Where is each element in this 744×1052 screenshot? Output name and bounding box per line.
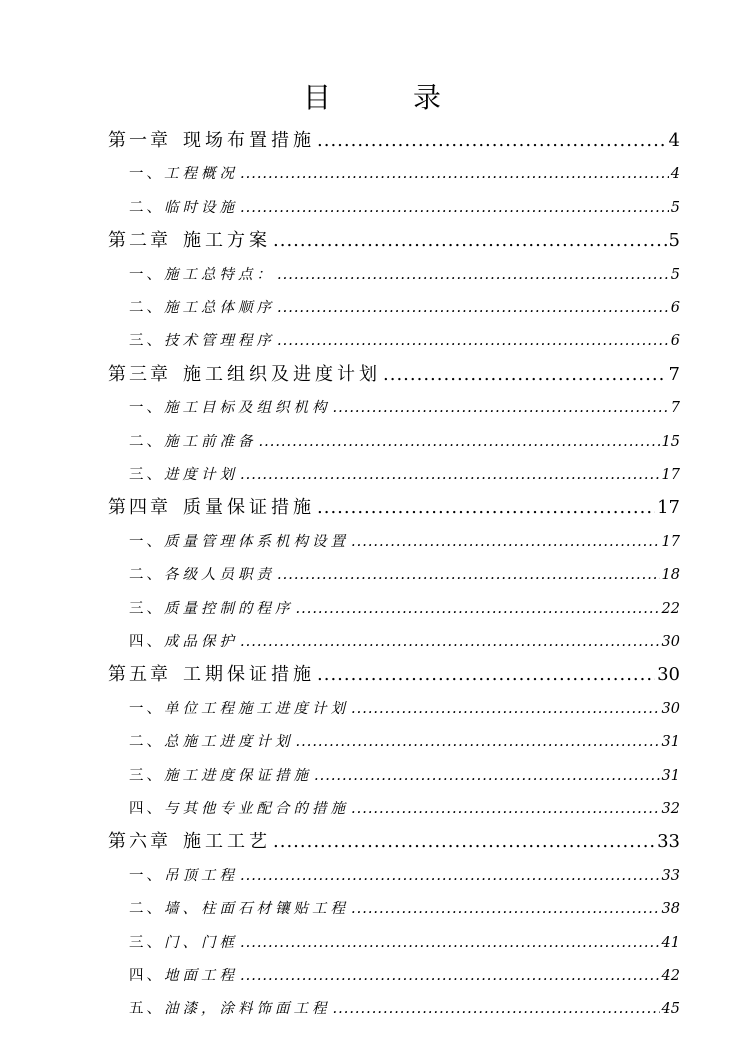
toc-section-entry[interactable] [129,563,680,584]
entry-title: 施工前准备 [164,433,257,450]
entry-page-number: 5 [670,266,680,283]
entry-page-number: 33 [661,867,680,884]
entry-title: 施工目标及组织机构 [164,400,331,417]
dot-leader [383,364,667,385]
toc-section-entry[interactable] [129,897,680,918]
entry-page-number: 5 [668,230,680,252]
entry-title: 施工组织及进度计划 [183,363,381,385]
entry-number: 第三章 [108,363,171,385]
entry-page-number: 17 [661,533,680,550]
toc-chapter-entry[interactable] [108,493,680,519]
toc-chapter-entry[interactable] [108,226,680,252]
entry-number: 第一章 [108,130,171,151]
entry-number: 四、 [129,634,164,650]
entry-number: 三、 [129,333,164,350]
entry-number: 第六章 [108,831,171,853]
entry-title: 地面工程 [164,968,238,984]
dot-leader [240,467,660,483]
toc-section-entry[interactable] [129,997,680,1018]
entry-number: 二、 [129,901,164,918]
entry-page-number: 17 [661,467,680,483]
toc-chapter-entry[interactable] [108,126,680,152]
dot-leader [259,434,660,450]
dot-leader [296,734,660,750]
entry-title: 吊顶工程 [164,867,238,884]
entry-page-number: 5 [670,199,680,216]
entry-number: 三、 [129,767,164,784]
entry-number: 第二章 [108,230,171,252]
dot-leader [240,166,669,182]
toc-section-entry[interactable] [129,196,680,217]
dot-leader [317,130,667,151]
dot-leader [240,868,660,884]
dot-leader [351,701,660,717]
entry-number: 五、 [129,1001,164,1018]
entry-number: 三、 [129,467,164,483]
entry-page-number: 7 [670,400,680,417]
entry-page-number: 18 [661,567,680,584]
entry-number: 二、 [129,567,164,584]
entry-title: 墙、柱面石材镶贴工程 [164,901,349,918]
dot-leader [240,634,660,650]
toc-title-part1: 目 [302,81,331,114]
toc-title [0,76,744,116]
entry-number: 一、 [129,867,164,884]
dot-leader [351,901,660,917]
entry-page-number: 30 [661,634,680,650]
entry-page-number: 32 [661,801,680,817]
dot-leader [296,601,660,617]
entry-title: 质量管理体系机构设置 [164,533,349,550]
entry-page-number: 6 [670,333,680,350]
entry-number: 三、 [129,600,164,617]
toc-section-entry[interactable] [129,162,680,183]
toc-title-part2: 录 [413,81,442,114]
entry-page-number: 33 [657,831,680,853]
entry-page-number: 22 [661,600,680,617]
dot-leader [317,497,655,518]
toc-section-entry[interactable] [129,463,680,484]
entry-page-number: 30 [661,700,680,717]
entry-number: 二、 [129,199,164,216]
entry-title: 临时设施 [164,199,238,216]
dot-leader [273,230,667,251]
entry-title: 施工总特点： [164,266,275,283]
entry-number: 第四章 [108,497,171,519]
dot-leader [240,935,660,951]
toc-section-entry[interactable] [129,263,680,284]
entry-title: 施工进度保证措施 [164,767,312,784]
toc-chapter-entry[interactable] [108,660,680,686]
dot-leader [277,300,669,316]
entry-number: 一、 [129,266,164,283]
toc-section-entry[interactable] [129,697,680,718]
entry-title: 单位工程施工进度计划 [164,700,349,717]
entry-title: 现场布置措施 [183,130,315,151]
entry-title: 施工总体顺序 [164,300,275,316]
entry-title: 施工工艺 [183,831,271,853]
toc-chapter-entry[interactable] [108,360,680,386]
toc-section-entry[interactable] [129,764,680,785]
entry-title: 油漆，涂料饰面工程 [164,1001,331,1018]
entry-title: 质量控制的程序 [164,600,294,617]
entry-title: 工期保证措施 [183,664,315,686]
entry-title: 施工方案 [183,230,271,252]
entry-page-number: 4 [668,130,680,151]
entry-page-number: 45 [661,1001,680,1018]
entry-title: 成品保护 [164,634,238,650]
toc-section-entry[interactable] [129,864,680,885]
toc-section-entry[interactable] [129,931,680,952]
entry-title: 总施工进度计划 [164,734,294,751]
entry-title: 工程概况 [164,166,238,183]
dot-leader [273,831,655,852]
entry-number: 一、 [129,400,164,417]
entry-number: 三、 [129,934,164,951]
toc-section-entry[interactable] [129,597,680,618]
entry-number: 第五章 [108,664,171,686]
dot-leader [277,333,669,349]
toc-chapter-entry[interactable] [108,827,680,853]
entry-number: 二、 [129,433,164,450]
entry-page-number: 42 [661,968,680,984]
entry-title: 各级人员职责 [164,567,275,584]
entry-number: 一、 [129,533,164,550]
entry-page-number: 31 [661,734,680,751]
entry-page-number: 41 [661,934,680,951]
toc-section-entry[interactable] [129,797,680,818]
toc-section-entry[interactable] [129,964,680,985]
dot-leader [333,400,669,416]
entry-number: 四、 [129,968,164,984]
dot-leader [277,267,669,283]
entry-number: 一、 [129,166,164,183]
entry-page-number: 31 [661,767,680,784]
entry-title: 进度计划 [164,467,238,483]
entry-page-number: 15 [661,433,680,450]
entry-page-number: 4 [670,166,680,183]
dot-leader [333,1001,660,1017]
dot-leader [240,200,669,216]
entry-page-number: 38 [661,901,680,918]
entry-title: 质量保证措施 [183,497,315,519]
entry-number: 一、 [129,700,164,717]
entry-title: 门、门框 [164,934,238,951]
entry-number: 二、 [129,734,164,751]
toc-section-entry[interactable] [129,530,680,551]
dot-leader [314,768,660,784]
entry-number: 二、 [129,300,164,316]
toc-section-entry[interactable] [129,296,680,317]
dot-leader [351,801,660,817]
entry-page-number: 17 [657,497,680,519]
toc-section-entry[interactable] [129,329,680,350]
toc-section-entry[interactable] [129,630,680,651]
entry-title: 技术管理程序 [164,333,275,350]
entry-title: 与其他专业配合的措施 [164,801,349,817]
dot-leader [277,567,660,583]
toc-section-entry[interactable] [129,430,680,451]
toc-section-entry[interactable] [129,730,680,751]
dot-leader [317,664,655,685]
entry-page-number: 30 [657,664,680,686]
dot-leader [351,534,660,550]
entry-page-number: 7 [668,363,680,385]
toc-section-entry[interactable] [129,396,680,417]
entry-number: 四、 [129,801,164,817]
dot-leader [240,968,660,984]
entry-page-number: 6 [670,300,680,316]
